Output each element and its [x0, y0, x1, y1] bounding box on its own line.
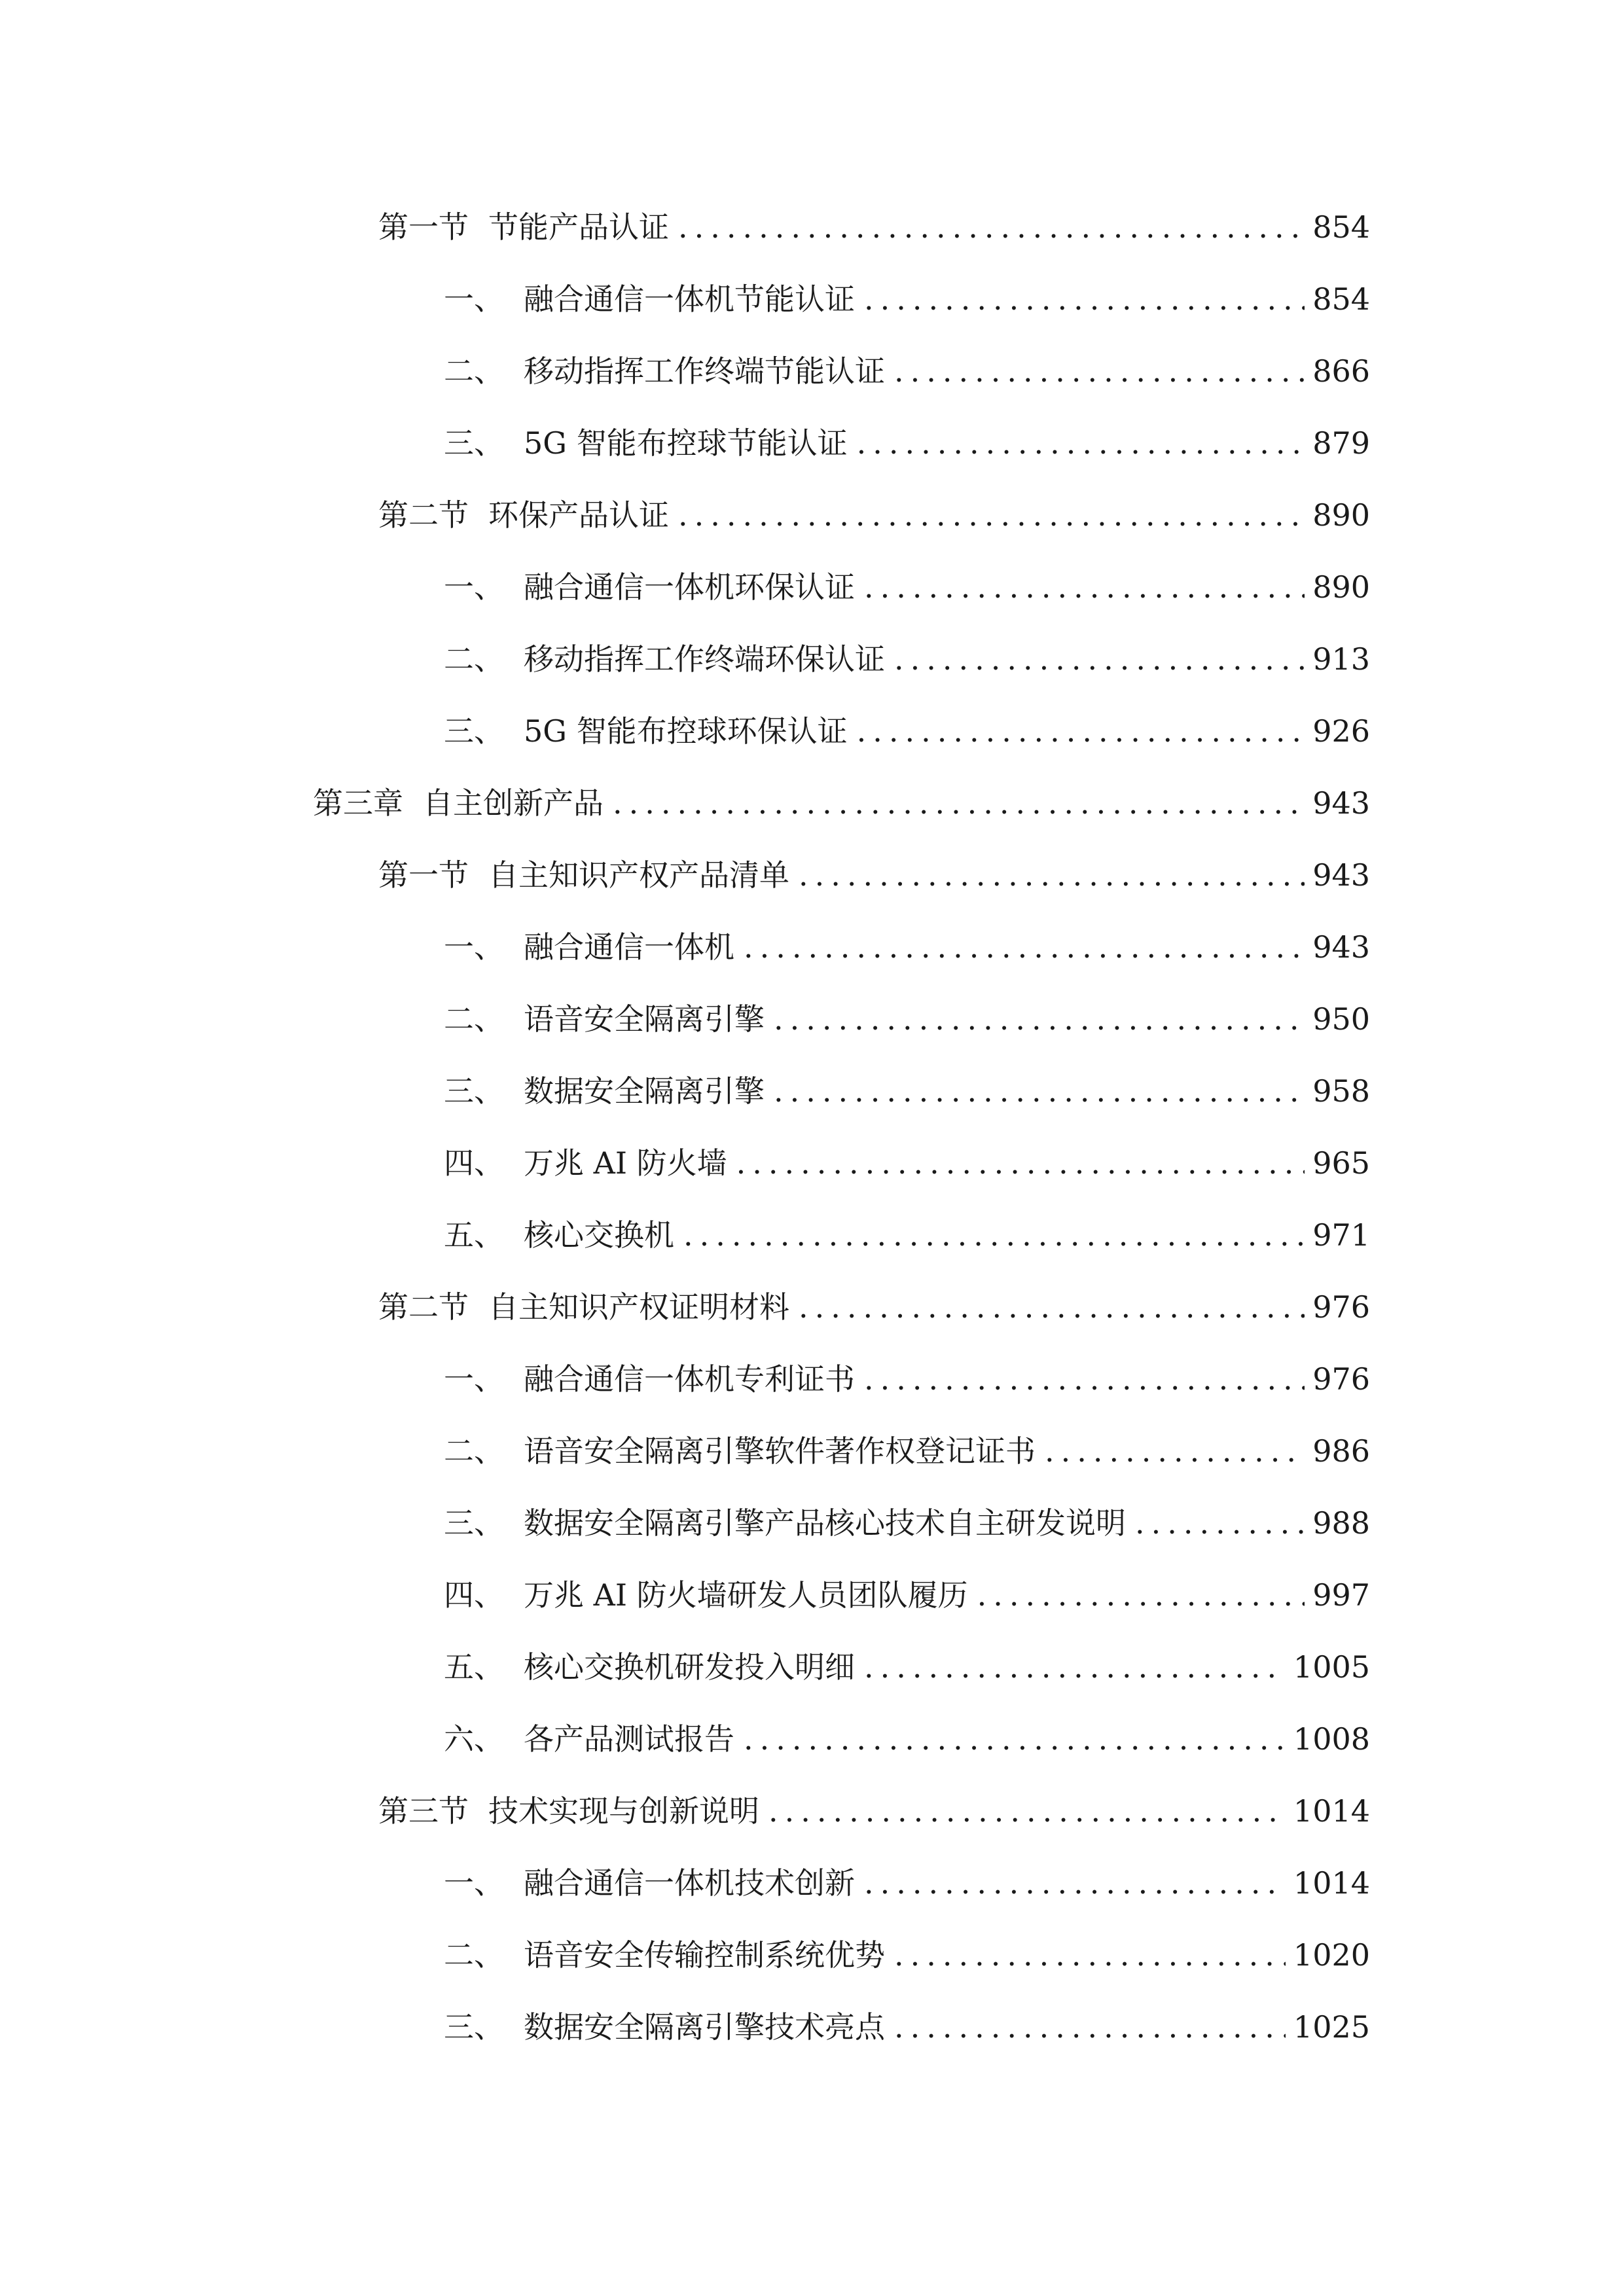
toc-entry-title: 语音安全隔离引擎 [524, 1001, 765, 1037]
toc-entry-number: 三、 [444, 2009, 504, 2045]
toc-entry-title: 万兆 AI 防火墙 [524, 1145, 727, 1181]
toc-dot-leader [894, 335, 1305, 407]
toc-entry[interactable] [0, 407, 1624, 479]
toc-entry-page-number: 1008 [1293, 1721, 1370, 1757]
toc-entry-number: 四、 [444, 1577, 504, 1613]
toc-dot-leader [683, 1199, 1305, 1271]
toc-entry-page-number: 890 [1312, 497, 1370, 533]
toc-entry-number: 一、 [444, 569, 504, 605]
toc-entry[interactable] [0, 695, 1624, 767]
toc-entry-number: 一、 [444, 1361, 504, 1397]
toc-entry-page-number: 943 [1312, 785, 1370, 821]
toc-entry[interactable] [0, 1127, 1624, 1199]
toc-entry-number: 二、 [444, 1937, 504, 1973]
toc-entry-line [444, 1127, 1370, 1199]
toc-dot-leader [613, 767, 1305, 839]
toc-entry-page-number: 913 [1312, 641, 1370, 677]
toc-entry-title: 移动指挥工作终端节能认证 [524, 353, 885, 389]
toc-entry-number: 五、 [444, 1217, 504, 1253]
toc-entry-number: 第二节 [378, 1289, 469, 1325]
toc-entry-number: 一、 [444, 281, 504, 317]
toc-entry[interactable] [0, 983, 1624, 1055]
toc-dot-leader [774, 1055, 1305, 1127]
toc-entry-line [378, 191, 1370, 263]
toc-entry-title: 数据安全隔离引擎 [524, 1073, 765, 1109]
toc-entry-number: 二、 [444, 1433, 504, 1469]
toc-entry-number: 二、 [444, 1001, 504, 1037]
toc-entry-page-number: 879 [1312, 425, 1370, 461]
toc-entry-title: 融合通信一体机节能认证 [524, 281, 855, 317]
toc-entry[interactable] [0, 623, 1624, 695]
toc-dot-leader [678, 191, 1305, 263]
toc-entry-page-number: 958 [1312, 1073, 1370, 1109]
toc-entry-number: 一、 [444, 929, 504, 965]
toc-entry-page-number: 890 [1312, 569, 1370, 605]
toc-entry[interactable] [0, 767, 1624, 839]
toc-entry-title: 移动指挥工作终端环保认证 [524, 641, 885, 677]
toc-entry-line [444, 1847, 1370, 1919]
toc-dot-leader [864, 1631, 1286, 1703]
toc-entry-page-number: 943 [1312, 929, 1370, 965]
toc-entry-page-number: 971 [1312, 1217, 1370, 1253]
toc-dot-leader [774, 983, 1305, 1055]
toc-dot-leader [894, 623, 1305, 695]
toc-entry-title: 融合通信一体机 [524, 929, 734, 965]
toc-entry-line [444, 551, 1370, 623]
toc-entry-number: 第三章 [313, 785, 403, 821]
toc-entry-line [444, 1559, 1370, 1631]
toc-entry-page-number: 1025 [1293, 2009, 1370, 2045]
toc-entry-page-number: 997 [1312, 1577, 1370, 1613]
toc-dot-leader [1135, 1487, 1305, 1559]
toc-entry-page-number: 986 [1312, 1433, 1370, 1469]
toc-entry-page-number: 1020 [1293, 1937, 1370, 1973]
toc-entry[interactable] [0, 551, 1624, 623]
toc-dot-leader [1045, 1415, 1305, 1487]
toc-entry-number: 第一节 [378, 209, 469, 245]
toc-entry-line [444, 1415, 1370, 1487]
toc-dot-leader [799, 839, 1305, 911]
toc-entry-title: 5G 智能布控球环保认证 [524, 713, 848, 749]
toc-entry-line [378, 1271, 1370, 1343]
toc-entry[interactable] [0, 1559, 1624, 1631]
toc-entry-page-number: 866 [1312, 353, 1370, 389]
toc-entry-title: 融合通信一体机环保认证 [524, 569, 855, 605]
toc-entry-page-number: 1005 [1293, 1649, 1370, 1685]
toc-entry-number: 三、 [444, 1505, 504, 1541]
toc-entry-title: 语音安全传输控制系统优势 [524, 1937, 885, 1973]
toc-entry-number: 第一节 [378, 857, 469, 893]
toc-entry-title: 数据安全隔离引擎产品核心技术自主研发说明 [524, 1505, 1126, 1541]
toc-entry-line [444, 263, 1370, 335]
toc-entry[interactable] [0, 335, 1624, 407]
toc-entry-page-number: 988 [1312, 1505, 1370, 1541]
toc-dot-leader [799, 1271, 1305, 1343]
toc-entry[interactable] [0, 1703, 1624, 1775]
toc-entry[interactable] [0, 1343, 1624, 1415]
table-of-contents [0, 191, 1624, 2063]
toc-entry[interactable] [0, 1199, 1624, 1271]
toc-entry-page-number: 965 [1312, 1145, 1370, 1181]
toc-entry-line [444, 623, 1370, 695]
toc-entry-line [444, 1055, 1370, 1127]
toc-entry-page-number: 926 [1312, 713, 1370, 749]
toc-entry-line [378, 839, 1370, 911]
toc-entry[interactable] [0, 839, 1624, 911]
toc-entry[interactable] [0, 1775, 1624, 1847]
toc-entry-title: 核心交换机 [524, 1217, 674, 1253]
toc-entry-page-number: 943 [1312, 857, 1370, 893]
toc-entry-line [313, 767, 1370, 839]
toc-entry-title: 自主创新产品 [423, 785, 604, 821]
toc-entry-line [444, 911, 1370, 983]
toc-entry-number: 五、 [444, 1649, 504, 1685]
toc-entry-line [444, 1631, 1370, 1703]
toc-entry-title: 自主知识产权证明材料 [488, 1289, 789, 1325]
toc-entry-line [378, 479, 1370, 551]
toc-entry-page-number: 1014 [1293, 1793, 1370, 1829]
toc-entry-number: 二、 [444, 353, 504, 389]
toc-dot-leader [744, 1703, 1286, 1775]
toc-entry-page-number: 854 [1312, 209, 1370, 245]
toc-entry-number: 三、 [444, 425, 504, 461]
toc-entry-title: 融合通信一体机技术创新 [524, 1865, 855, 1901]
toc-entry[interactable] [0, 1991, 1624, 2063]
toc-dot-leader [864, 551, 1305, 623]
toc-entry-page-number: 854 [1312, 281, 1370, 317]
toc-entry-line [444, 1991, 1370, 2063]
toc-entry-title: 各产品测试报告 [524, 1721, 734, 1757]
toc-entry-title: 核心交换机研发投入明细 [524, 1649, 855, 1685]
toc-entry-title: 5G 智能布控球节能认证 [524, 425, 848, 461]
toc-dot-leader [894, 1919, 1286, 1991]
toc-entry-number: 第二节 [378, 497, 469, 533]
toc-entry-page-number: 950 [1312, 1001, 1370, 1037]
toc-entry-line [444, 335, 1370, 407]
toc-entry-line [444, 1703, 1370, 1775]
toc-dot-leader [768, 1775, 1286, 1847]
toc-entry-line [444, 1487, 1370, 1559]
toc-entry-page-number: 1014 [1293, 1865, 1370, 1901]
toc-entry-line [444, 1199, 1370, 1271]
toc-entry-number: 六、 [444, 1721, 504, 1757]
toc-entry-line [444, 1343, 1370, 1415]
toc-dot-leader [736, 1127, 1305, 1199]
toc-entry-title: 语音安全隔离引擎软件著作权登记证书 [524, 1433, 1036, 1469]
toc-dot-leader [857, 695, 1305, 767]
toc-dot-leader [744, 911, 1305, 983]
toc-entry[interactable] [0, 1271, 1624, 1343]
toc-entry[interactable] [0, 263, 1624, 335]
toc-entry-title: 数据安全隔离引擎技术亮点 [524, 2009, 885, 2045]
toc-entry-title: 节能产品认证 [488, 209, 669, 245]
toc-dot-leader [864, 1847, 1286, 1919]
toc-entry[interactable] [0, 1631, 1624, 1703]
toc-entry-title: 自主知识产权产品清单 [488, 857, 789, 893]
toc-entry-title: 融合通信一体机专利证书 [524, 1361, 855, 1397]
toc-entry[interactable] [0, 479, 1624, 551]
toc-entry-number: 一、 [444, 1865, 504, 1901]
toc-entry[interactable] [0, 911, 1624, 983]
toc-entry-line [444, 695, 1370, 767]
toc-entry-line [378, 1775, 1370, 1847]
toc-entry-title: 环保产品认证 [488, 497, 669, 533]
toc-entry[interactable] [0, 1487, 1624, 1559]
toc-entry[interactable] [0, 1847, 1624, 1919]
toc-entry-line [444, 407, 1370, 479]
toc-entry-line [444, 1919, 1370, 1991]
toc-entry[interactable] [0, 191, 1624, 263]
toc-entry-number: 二、 [444, 641, 504, 677]
toc-entry[interactable] [0, 1415, 1624, 1487]
toc-dot-leader [678, 479, 1305, 551]
toc-entry-number: 三、 [444, 1073, 504, 1109]
toc-entry-number: 三、 [444, 713, 504, 749]
toc-entry[interactable] [0, 1919, 1624, 1991]
toc-dot-leader [864, 1343, 1305, 1415]
toc-dot-leader [977, 1559, 1305, 1631]
toc-entry-page-number: 976 [1312, 1361, 1370, 1397]
toc-entry-number: 第三节 [378, 1793, 469, 1829]
toc-entry-page-number: 976 [1312, 1289, 1370, 1325]
toc-entry[interactable] [0, 1055, 1624, 1127]
toc-dot-leader [894, 1991, 1286, 2063]
toc-entry-title: 万兆 AI 防火墙研发人员团队履历 [524, 1577, 968, 1613]
toc-entry-line [444, 983, 1370, 1055]
toc-dot-leader [857, 407, 1305, 479]
toc-entry-number: 四、 [444, 1145, 504, 1181]
toc-entry-title: 技术实现与创新说明 [488, 1793, 759, 1829]
toc-dot-leader [864, 263, 1305, 335]
